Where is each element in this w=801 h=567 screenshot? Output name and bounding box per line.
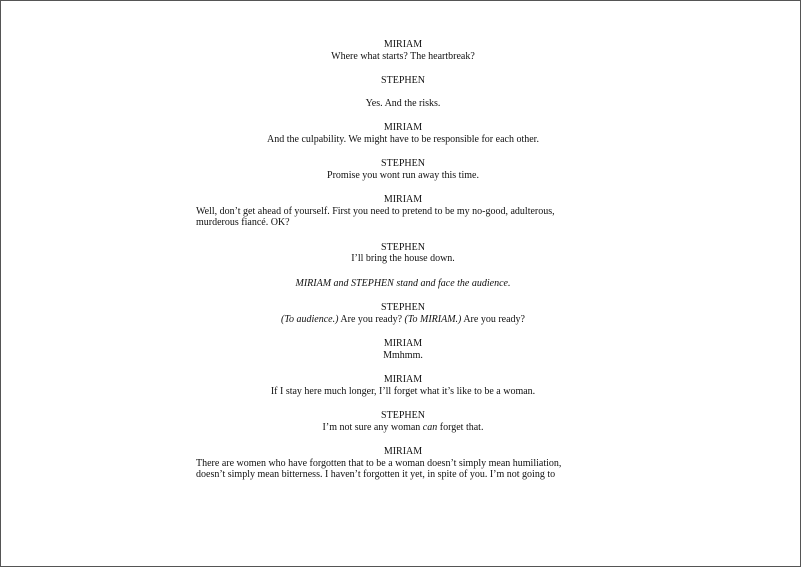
speaker-name: MIRIAM: [383, 374, 423, 385]
dialogue-block: [196, 374, 610, 397]
dialogue-line: And the culpability. We might have to be responsible for each other.: [267, 133, 539, 145]
dialogue-line: [196, 422, 610, 434]
dialogue-block: [196, 338, 610, 361]
dialogue-text: I’m not sure any woman: [322, 421, 423, 433]
speaker-name: STEPHEN: [381, 241, 425, 253]
script-body: [196, 39, 610, 494]
dialogue-block: [196, 39, 610, 62]
emphasis-text: can: [422, 421, 438, 433]
dialogue-text: Are you ready?: [461, 313, 525, 325]
dialogue-line: Yes. And the risks.: [365, 97, 441, 109]
dialogue-line: Where what starts? The heartbreak?: [331, 50, 475, 62]
speaker-name: STEPHEN: [381, 302, 425, 313]
dialogue-block: [196, 242, 610, 265]
dialogue-line: I’ll bring the house down.: [351, 253, 455, 264]
dialogue-line: murderous fiancé. OK?: [196, 217, 290, 228]
blank-line: [196, 87, 610, 98]
dialogue-block: [196, 302, 610, 325]
stage-direction: MIRIAM and STEPHEN stand and face the audience.: [295, 277, 511, 289]
dialogue-line: Promise you wont run away this time.: [327, 169, 479, 181]
speaker-name: MIRIAM: [383, 446, 423, 457]
dialogue-line: doesn’t simply mean bitterness. I haven’t forgotten it yet, in spite of you. I’m not going to: [196, 469, 556, 480]
parenthetical: (To MIRIAM.): [404, 313, 462, 325]
dialogue-block: [196, 122, 610, 145]
speaker-name: MIRIAM: [383, 194, 423, 205]
dialogue-line: Well, don’t get ahead of yourself. First you need to pretend to be my no-good, adulterous,: [196, 205, 555, 217]
parenthetical: (To audience.): [281, 313, 339, 325]
speaker-name: STEPHEN: [381, 75, 425, 86]
dialogue-block: [196, 446, 610, 481]
speaker-name: STEPHEN: [381, 410, 425, 421]
dialogue-line: Mmhmm.: [383, 349, 423, 361]
speaker-name: MIRIAM: [383, 122, 423, 133]
speaker-name: STEPHEN: [381, 158, 425, 169]
dialogue-line: There are women who have forgotten that to be a woman doesn’t simply mean humiliation,: [196, 457, 562, 469]
dialogue-text: Are you ready?: [338, 313, 405, 325]
dialogue-block: [196, 75, 610, 109]
dialogue-block: [196, 194, 610, 229]
dialogue-text: forget that.: [437, 421, 484, 433]
dialogue-line: [196, 314, 610, 326]
speaker-name: MIRIAM: [383, 338, 423, 349]
dialogue-line: If I stay here much longer, I’ll forget what it’s like to be a woman.: [270, 385, 536, 397]
dialogue-block: [196, 410, 610, 433]
dialogue-block: [196, 158, 610, 181]
speaker-name: MIRIAM: [383, 39, 423, 50]
